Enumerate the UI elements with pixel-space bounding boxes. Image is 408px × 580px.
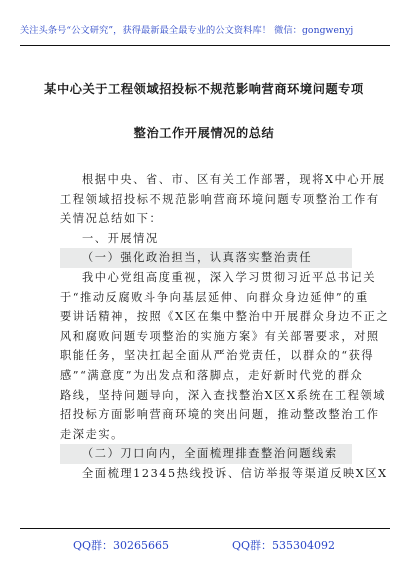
subsection1-line: 感”“满意度”为出发点和落脚点，走好新时代党的群众	[60, 368, 364, 382]
intro-line: 关情况总结如下：	[60, 212, 163, 226]
subsection1-line: 职能任务，坚决扛起全面从严治党责任，以群众的“获得	[60, 349, 375, 363]
intro-line: 工程领域招投标不规范影响营商环境问题专项整治工作有	[60, 192, 380, 206]
footer-qq-group-2: QQ群：535304092	[232, 539, 336, 552]
subsection2-line: 全面梳理12345热线投诉、信访举报等渠道反映X区X	[82, 466, 388, 480]
subsection1-line: 要讲话精神，按照《X区在集中整治中开展群众身边不正之	[60, 310, 390, 324]
header-note: 关注头条号“公文研究”，获得最新最全最专业的公文资料库！ 微信：gongwenyj	[20, 25, 354, 36]
footer-divider	[20, 528, 390, 529]
document-body	[60, 170, 390, 484]
section1-heading: 一、开展情况	[82, 231, 159, 245]
subsection1-line: 路线，坚持问题导向，深入查找整治X区X系统在工程领域	[60, 388, 387, 402]
subsection1-line: 我中心党组高度重视，深入学习贯彻习近平总书记关	[82, 270, 377, 284]
subsection1-line: 风和腐败问题专项整治的实施方案》有关部署要求，对照	[60, 329, 380, 343]
subsection1-line: 走深走实。	[60, 427, 124, 441]
subsection1-heading: （一）强化政治担当，认真落实整治责任	[60, 248, 352, 268]
footer-qq-group-1: QQ群：30265665	[72, 539, 169, 552]
document-title-line1: 某中心关于工程领域招投标不规范影响营商环境问题专项	[44, 82, 364, 96]
subsection2-heading: （二）刀口向内，全面梳理排查整治问题线索	[60, 444, 352, 464]
subsection1-line: 于“推动反腐败斗争向基层延伸、向群众身边延伸”的重	[60, 290, 369, 304]
header-divider	[20, 45, 390, 46]
intro-line: 根据中央、省、市、区有关工作部署，现将X中心开展	[82, 173, 386, 186]
document-title-line2: 整治工作开展情况的总结	[133, 126, 275, 140]
subsection1-line: 招投标方面影响营商环境的突出问题，推动整改整治工作	[60, 408, 380, 422]
footer	[0, 537, 408, 553]
